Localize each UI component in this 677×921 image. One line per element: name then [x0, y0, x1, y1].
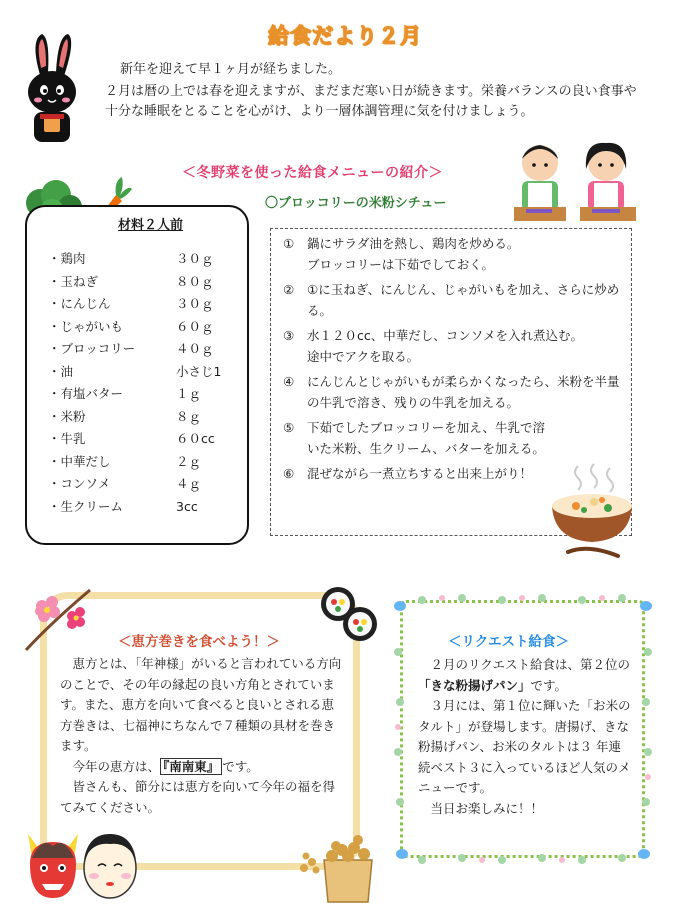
recipe-step: [283, 279, 623, 321]
ingredient-row: [48, 451, 238, 474]
ingredient-name: ・米粉: [48, 408, 86, 424]
ingredient-name: ・油: [48, 363, 74, 379]
ingredient-name: ・じゃがいも: [48, 318, 124, 334]
ingredient-amount: 3cc: [176, 498, 198, 514]
step-number: ④: [283, 374, 295, 389]
ehou-paragraph-2: [60, 757, 343, 778]
ingredient-name: ・中華だし: [48, 453, 111, 469]
intro-line-2: ２月は暦の上では春を迎えますが、まだまだ寒い日が続きます。栄養バランスの良い食事や十分な睡眠をとることを心がけ、より一層体調管理に気を付けましょう。: [105, 84, 637, 119]
ingredient-amount: ２ｇ: [176, 453, 202, 469]
step-text: 鍋にサラダ油を熱し、鶏肉を炒める。 ブロッコリーは下茹でしておく。: [307, 236, 520, 272]
ingredient-name: ・にんじん: [48, 296, 111, 311]
ingredient-row: [48, 473, 238, 496]
step-text: 下茹でしたブロッコリーを加え、牛乳で溶いた米粉、生クリーム、バターを加える。: [307, 420, 546, 456]
ehomaki-icon: [318, 582, 380, 644]
cooking-kids-icon: [508, 135, 648, 230]
ingredient-amount: ６０ｇ: [176, 318, 214, 334]
step-text: ①に玉ねぎ、にんじん、じゃがいもを加え、さらに炒める。: [307, 282, 620, 318]
ehou-heading: ＜恵方巻きを食べよう！＞: [118, 634, 280, 650]
ehou-body: [60, 654, 343, 818]
intro-line-1: 新年を迎えて早１ヶ月が経ちました。: [120, 62, 342, 77]
step-text: にんじんとじゃがいもが柔らかくなったら、米粉を半量の牛乳で溶き、残りの牛乳を加える。: [307, 374, 620, 410]
ingredient-row: [48, 428, 238, 451]
ingredient-amount: ８ｇ: [176, 408, 202, 424]
ingredient-name: ・有塩バター: [48, 386, 124, 401]
ingredients-list: [48, 248, 238, 518]
ehou-direction-prefix: 今年の恵方は、: [72, 758, 161, 774]
ingredient-amount: １ｇ: [176, 386, 202, 401]
ingredients-title: 材料２人前: [118, 218, 184, 233]
ingredient-name: ・生クリーム: [48, 498, 124, 514]
page-title: 給食だより２月: [268, 24, 422, 48]
recipe-step: [283, 233, 623, 275]
ingredient-amount: ３０ｇ: [176, 296, 214, 311]
soybeans-masu-icon: [296, 826, 380, 904]
step-number: ②: [283, 282, 295, 297]
request-body: [418, 655, 633, 819]
request-heading: ＜リクエスト給食＞: [448, 634, 569, 650]
oni-face-icon: [24, 828, 82, 900]
otafuku-face-icon: [78, 826, 142, 900]
ingredient-row: [48, 338, 238, 361]
ingredient-amount: ４ｇ: [176, 476, 202, 491]
ingredient-amount: ３０ｇ: [176, 251, 214, 266]
request-paragraph-1: [418, 655, 633, 696]
ingredient-row: [48, 383, 238, 406]
stew-bowl-icon: [548, 462, 638, 562]
dish-name: 〇ブロッコリーの米粉シチュー: [265, 196, 447, 211]
ingredient-row: [48, 248, 238, 271]
ingredient-row: [48, 361, 238, 384]
step-number: ①: [283, 236, 295, 251]
steps-list: [283, 233, 623, 488]
ingredient-amount: 小さじ1: [176, 363, 222, 379]
step-text: 水１２０cc、中華だし、コンソメを入れ煮込む。 途中でアクを取る。: [307, 328, 583, 364]
ehou-paragraph-1: 恵方とは、「年神様」がいると言われている方向のことで、その年の縁起の良い方角とされています。また、恵方を向いて食べると良いとされる恵方巻きは、七福神にちなんで７種類の具材を巻きます。: [60, 656, 342, 753]
rabbit-icon: [22, 30, 82, 150]
step-text: 混ぜながら一煮立ちすると出来上がり！: [307, 466, 533, 481]
ingredient-name: ・牛乳: [48, 431, 86, 446]
ingredient-row: [48, 406, 238, 429]
step-number: ③: [283, 328, 295, 343]
plum-blossom-icon: [22, 582, 94, 652]
ingredient-amount: ８０ｇ: [176, 273, 214, 289]
ingredient-name: ・玉ねぎ: [48, 273, 99, 289]
ehou-direction: 『南南東』: [160, 758, 222, 775]
ingredient-row: [48, 293, 238, 316]
step-number: ⑤: [283, 420, 295, 435]
step-number: ⑥: [283, 466, 295, 481]
request-prefix: ２月のリクエスト給食は、第２位の: [430, 657, 631, 672]
ehou-direction-suffix: です。: [222, 758, 259, 774]
request-paragraph-2: ３月には、第１位に輝いた「お米のタルト」が登場します。唐揚げ、きな粉揚げパン、お米のタルトは３ 年連続ベスト３に入っているほど人気のメニューです。: [418, 698, 631, 795]
ingredient-row: [48, 496, 238, 519]
recipe-section-heading: ＜冬野菜を使った給食メニューの紹介＞: [182, 165, 443, 181]
ingredient-name: ・ブロッコリー: [48, 341, 136, 356]
request-paragraph-3: 当日お楽しみに！！: [430, 800, 544, 816]
ingredient-row: [48, 271, 238, 294]
request-item: 「きな粉揚げパン」: [418, 677, 531, 693]
recipe-step: [283, 417, 623, 459]
recipe-step: [283, 371, 623, 413]
ehou-paragraph-3: 皆さんも、節分には恵方を向いて今年の福を得てみてください。: [60, 779, 336, 815]
ingredient-name: ・コンソメ: [48, 476, 111, 491]
ingredient-name: ・鶏肉: [48, 251, 86, 266]
request-suffix: です。: [530, 677, 568, 693]
ingredient-amount: ６０cc: [176, 431, 215, 446]
recipe-step: [283, 325, 623, 367]
ingredient-row: [48, 316, 238, 339]
ingredient-amount: ４０ｇ: [176, 341, 214, 356]
